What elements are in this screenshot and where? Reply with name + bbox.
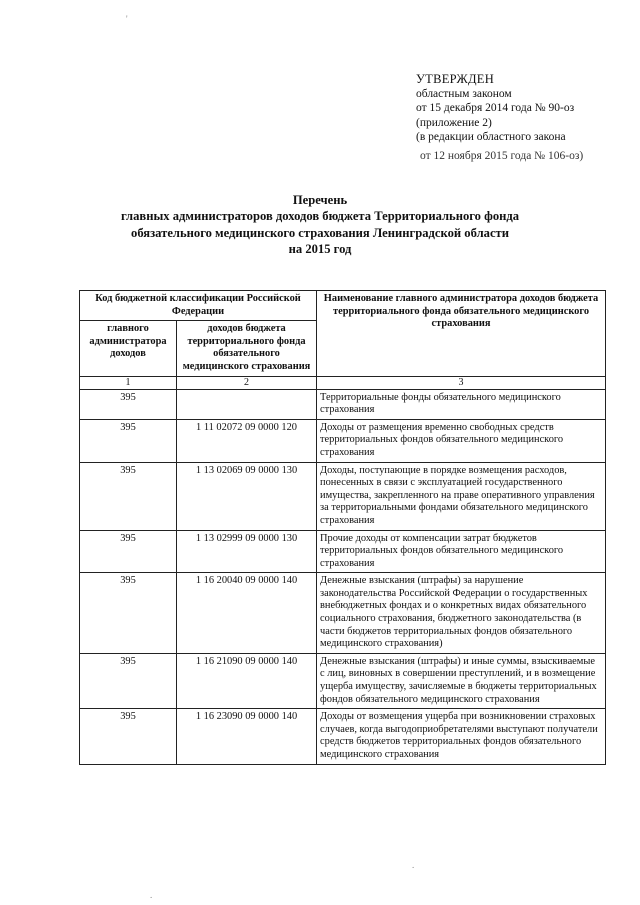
revenue-code: 1 11 02072 09 0000 120: [177, 419, 317, 462]
header-name: Наименование главного администратора доходов бюджета территориального фонда обязательного медицинского страхования: [317, 291, 606, 377]
administrator-name: Денежные взыскания (штрафы) за нарушение законодательства Российской Федерации о государственных внебюджетных фондах и о конкретных видах обязательного социального страхования, бюджетного законодательства (в части бюджетов территориальных фондов обязательного медицинского страхования): [317, 573, 606, 654]
approval-line: (приложение 2): [416, 116, 492, 129]
administrator-name: Доходы от размещения временно свободных средств территориальных фондов обязательного медицинского страхования: [317, 419, 606, 462]
administrator-name: Денежные взыскания (штрафы) и иные суммы, взыскиваемые с лиц, виновных в совершении преступлений, и в возмещение ущерба имуществу, зачисляемые в бюджеты территориальных фондов обязательного медицинского страхования: [317, 653, 606, 708]
revenue-code: 1 16 21090 09 0000 140: [177, 653, 317, 708]
admin-code: 395: [80, 573, 177, 654]
admin-code: 395: [80, 653, 177, 708]
admin-code: 395: [80, 419, 177, 462]
header-admin: главного администратора доходов: [80, 321, 177, 376]
title-line: обязательного медицинского страхования Ленинградской области: [131, 225, 509, 240]
table-row: [80, 573, 606, 654]
administrator-name: Территориальные фонды обязательного медицинского страхования: [317, 389, 606, 419]
table-row: [80, 419, 606, 462]
table-row: [80, 389, 606, 419]
approval-stamp: [416, 72, 636, 164]
administrator-name: Доходы от возмещения ущерба при возникновении страховых случаев, когда выгодоприобретателями выступают получатели средств бюджетов территориальных фондов обязательного медицинского страхования: [317, 709, 606, 764]
admin-code: 395: [80, 530, 177, 573]
approval-heading: УТВЕРЖДЕН: [416, 72, 495, 86]
title-line: главных администраторов доходов бюджета Территориального фонда: [120, 209, 520, 224]
approval-line: от 15 декабря 2014 года № 90-оз: [416, 102, 575, 115]
admin-code: 395: [80, 709, 177, 764]
title-line: на 2015 год: [288, 242, 352, 257]
header-revenue: доходов бюджета территориального фонда обязательного медицинского страхования: [177, 321, 317, 376]
approval-line: (в редакции областного закона: [416, 131, 566, 144]
admin-code: 395: [80, 462, 177, 530]
revenue-code: 1 16 23090 09 0000 140: [177, 709, 317, 764]
administrators-table: [79, 290, 606, 765]
column-number: 1: [80, 376, 177, 389]
column-number: 3: [317, 376, 606, 389]
table-header-row: [80, 291, 606, 321]
table-row: [80, 530, 606, 573]
administrator-name: Прочие доходы от компенсации затрат бюджетов территориальных фондов обязательного медицинского страхования: [317, 530, 606, 573]
table-row: [80, 462, 606, 530]
administrator-name: Доходы, поступающие в порядке возмещения расходов, понесенных в связи с эксплуатацией государственного имущества, закрепленного на праве оперативного управления за территориальными фондами обязательного медицинского страхования: [317, 462, 606, 530]
revenue-code: 1 16 20040 09 0000 140: [177, 573, 317, 654]
revenue-code: [177, 389, 317, 419]
scan-speck: .: [150, 890, 153, 900]
scan-speck: ': [126, 14, 128, 24]
scan-speck: .: [412, 860, 415, 870]
approval-line: областным законом: [416, 87, 512, 100]
column-number-row: [80, 376, 606, 389]
document-title: [60, 192, 580, 258]
revenue-code: 1 13 02069 09 0000 130: [177, 462, 317, 530]
admin-code: 395: [80, 389, 177, 419]
header-classification: Код бюджетной классификации Российской Федерации: [80, 291, 317, 321]
table-row: [80, 709, 606, 764]
column-number: 2: [177, 376, 317, 389]
approval-handwritten-line: от 12 ноября 2015 года № 106-оз): [420, 149, 584, 162]
title-line: Перечень: [292, 193, 348, 207]
revenue-code: 1 13 02999 09 0000 130: [177, 530, 317, 573]
table-row: [80, 653, 606, 708]
